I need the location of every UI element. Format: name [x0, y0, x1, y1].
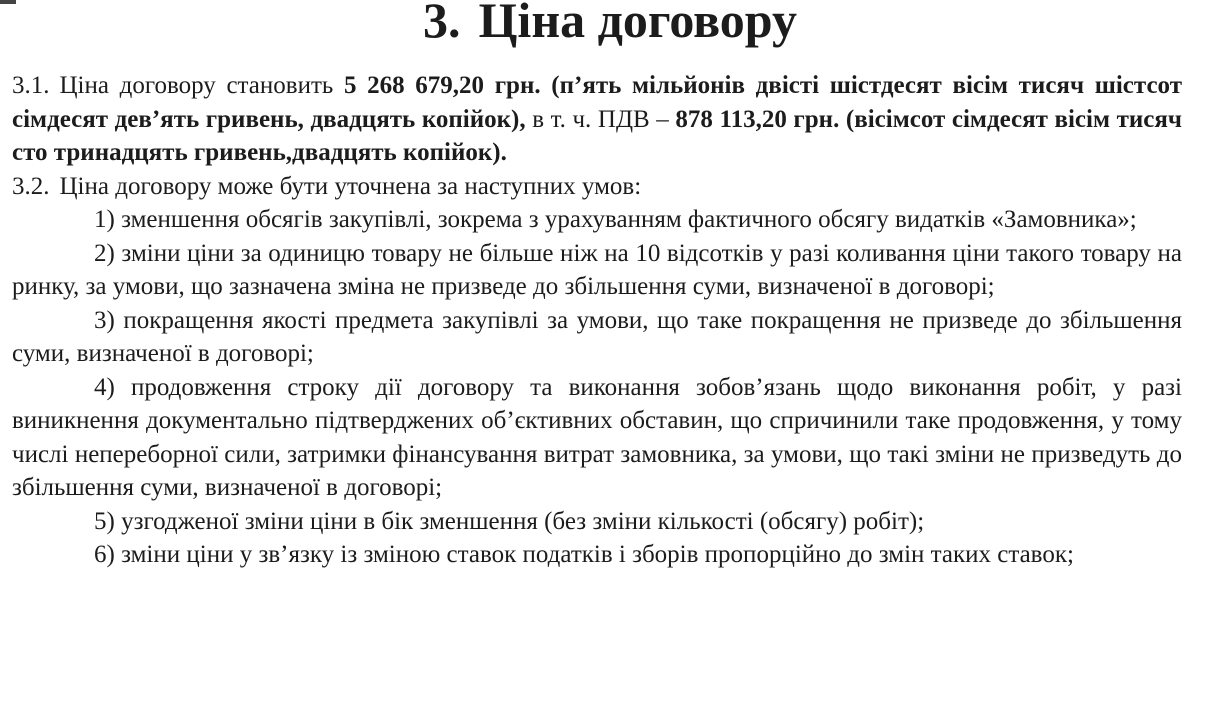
clause-3-1 [12, 69, 1182, 170]
condition-3: 3) покращення якості предмета закупівлі за умови, що таке покращення не призведе до збільшення суми, визначеної в договорі; [12, 306, 1182, 367]
clause-3-2-intro: Ціна договору може бути уточнена за наступних умов: [59, 172, 642, 200]
condition-1: 1) зменшення обсягів закупівлі, зокрема з урахуванням фактичного обсягу видатків «Замовника»; [94, 206, 1137, 233]
section-number: 3. [423, 0, 461, 48]
condition-5: 5) узгодженої зміни ціни в бік зменшення (без зміни кількості (обсягу) робіт); [94, 507, 925, 535]
clause-3-1-text-1: Ціна договору становить [59, 72, 344, 99]
condition-4: 4) продовження строку дії договору та виконання зобов’язань щодо виконання робіт, у разі виникнення документально підтверджених об’єктивних обставин, що спричинили таке продовження, у тому числі непереборної сили, затримки фінансування витрат замовника, за умови, що такі зміни не призведуть до збільшення суми, визначеної в договорі; [12, 373, 1182, 501]
contract-price: 5 268 679,20 грн. (п’ять мільйонів двісті шістдесят вісім тисяч шістсот сімдесят дев’ять гривень, двадцять копійок), [12, 72, 1182, 133]
condition-6: 6) зміни ціни у зв’язку із зміною ставок податків і зборів пропорційно до змін таких ставок; [94, 541, 1074, 568]
section-title: Ціна договору [478, 0, 797, 48]
condition-2: 2) зміни ціни за одиницю товару не більше ніж на 10 відсотків у разі коливання ціни такого товару на ринку, за умови, що зазначена зміна не призведе до збільшення суми, визначеної в договорі; [12, 239, 1182, 300]
clause-3-1-text-2: в т. ч. ПДВ – [525, 105, 676, 133]
document-body [12, 69, 1182, 572]
clause-3-2 [12, 170, 1182, 204]
section-heading [0, 0, 1220, 48]
vat-amount: 878 113,20 грн. (вісімсот сімдесят вісім тисяч сто тринадцять гривень,двадцять копійок). [12, 105, 1182, 166]
clause-3-1-label: 3.1. [12, 72, 50, 99]
clause-3-2-label: 3.2. [12, 172, 50, 200]
